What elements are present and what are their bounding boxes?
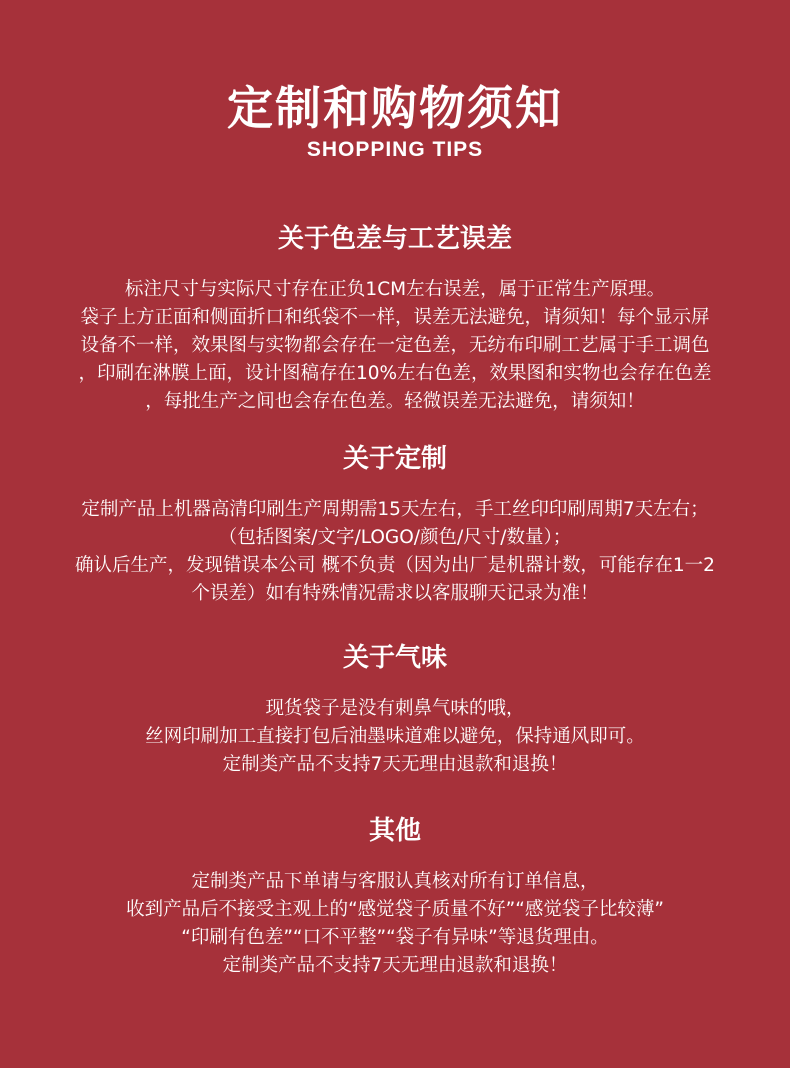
body-line: （包括图案/文字/LOGO/颜色/尺寸/数量）； [218,527,572,548]
page-subtitle: SHOPPING TIPS [306,138,484,161]
body-line: 个误差）如有特殊情况需求以客服聊天记录为准！ [191,583,599,604]
body-line: 袋子上方正面和侧面折口和纸袋不一样，误差无法避免，请须知！每个显示屏 [80,307,710,328]
section-other [0,814,790,980]
section-body [0,496,790,608]
section-heading: 关于气味 [342,643,447,673]
section-body [0,695,790,779]
page-title: 定制和购物须知 [227,81,563,135]
section-heading: 关于定制 [342,444,447,474]
section-odor [0,641,790,779]
body-line: “印刷有色差”“口不平整”“袋子有异味”等退货理由。 [181,927,609,948]
section-body [0,868,790,980]
body-line: 定制类产品下单请与客服认真核对所有订单信息， [191,871,599,892]
section-customization [0,442,790,608]
body-line: 定制产品上机器高清印刷生产周期需15天左右，手工丝印印刷周期7天左右； [81,499,709,520]
body-line: 定制类产品不支持7天无理由退款和退换！ [222,955,568,976]
body-line: 丝网印刷加工直接打包后油墨味道难以避免，保持通风即可。 [145,726,645,747]
body-line: 收到产品后不接受主观上的“感觉袋子质量不好”“感觉袋子比较薄” [126,899,664,920]
section-heading: 关于色差与工艺误差 [277,224,512,254]
section-body [0,276,790,416]
section-heading: 其他 [368,816,421,846]
body-line: 现货袋子是没有刺鼻气味的哦， [265,698,525,719]
body-line: ，印刷在淋膜上面，设计图稿存在10%左右色差，效果图和实物也会存在色差 [78,363,712,384]
body-line: 设备不一样，效果图与实物都会存在一定色差，无纺布印刷工艺属于手工调色 [80,335,710,356]
body-line: 定制类产品不支持7天无理由退款和退换！ [222,754,568,775]
body-line: 确认后生产，发现错误本公司 概不负责（因为出厂是机器计数，可能存在1一2 [75,555,715,576]
body-line: 标注尺寸与实际尺寸存在正负1CM左右误差，属于正常生产原理。 [124,279,666,300]
body-line: ，每批生产之间也会存在色差。轻微误差无法避免，请须知！ [145,391,645,412]
section-color-difference [0,222,790,416]
